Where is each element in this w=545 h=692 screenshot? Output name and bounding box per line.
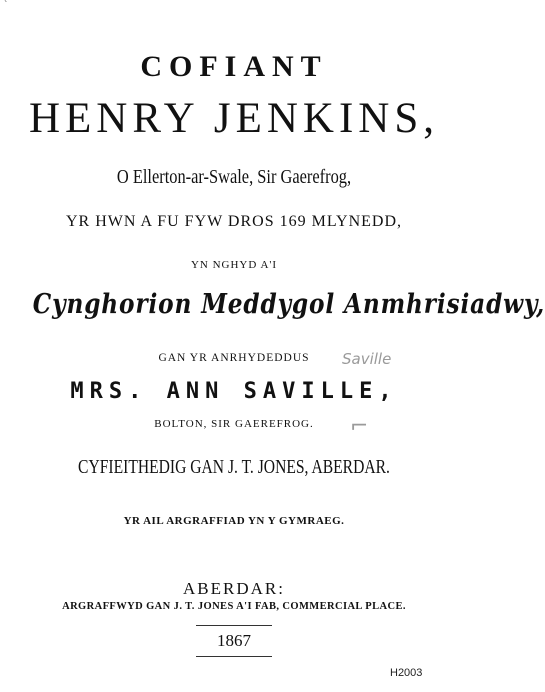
shelfmark-label: H2003 (390, 667, 423, 679)
author-name: MRS. ANN SAVILLE, (70, 379, 398, 404)
book-heading: COFIANT (140, 50, 328, 83)
imprint-rule-bottom (196, 656, 272, 657)
author-intro: GAN YR ANRHYDEDDUS (158, 352, 310, 364)
blackletter-title: Cynghorion Meddygol Anmhrisiadwy, (32, 289, 545, 320)
translator-credit: CYFIEITHEDIG GAN J. T. JONES, ABERDAR. (78, 456, 390, 478)
printer-statement: ARGRAFFWYD GAN J. T. JONES A'I FAB, COMMERCIAL PLACE. (62, 601, 406, 612)
subject-place: O Ellerton-ar-Swale, Sir Gaerefrog, (116, 166, 352, 188)
book-subject: HENRY JENKINS, (28, 95, 440, 142)
edition-statement: YR AIL ARGRAFFIAD YN Y GYMRAEG. (123, 515, 345, 527)
imprint-city: ABERDAR: (183, 579, 285, 598)
pencil-annotation-signature: Saville (342, 350, 392, 368)
author-place: BOLTON, SIR GAEREFROG. (154, 418, 314, 430)
subject-description: YR HWN A FU FYW DROS 169 MLYNEDD, (65, 213, 402, 230)
publication-year: 1867 (217, 631, 251, 650)
title-connector: YN NGHYD A'I (190, 259, 278, 271)
pencil-annotation-mark: ⌐ (350, 414, 369, 439)
corner-speck-icon: ˋ (4, 0, 8, 11)
imprint-rule-top (196, 625, 272, 626)
